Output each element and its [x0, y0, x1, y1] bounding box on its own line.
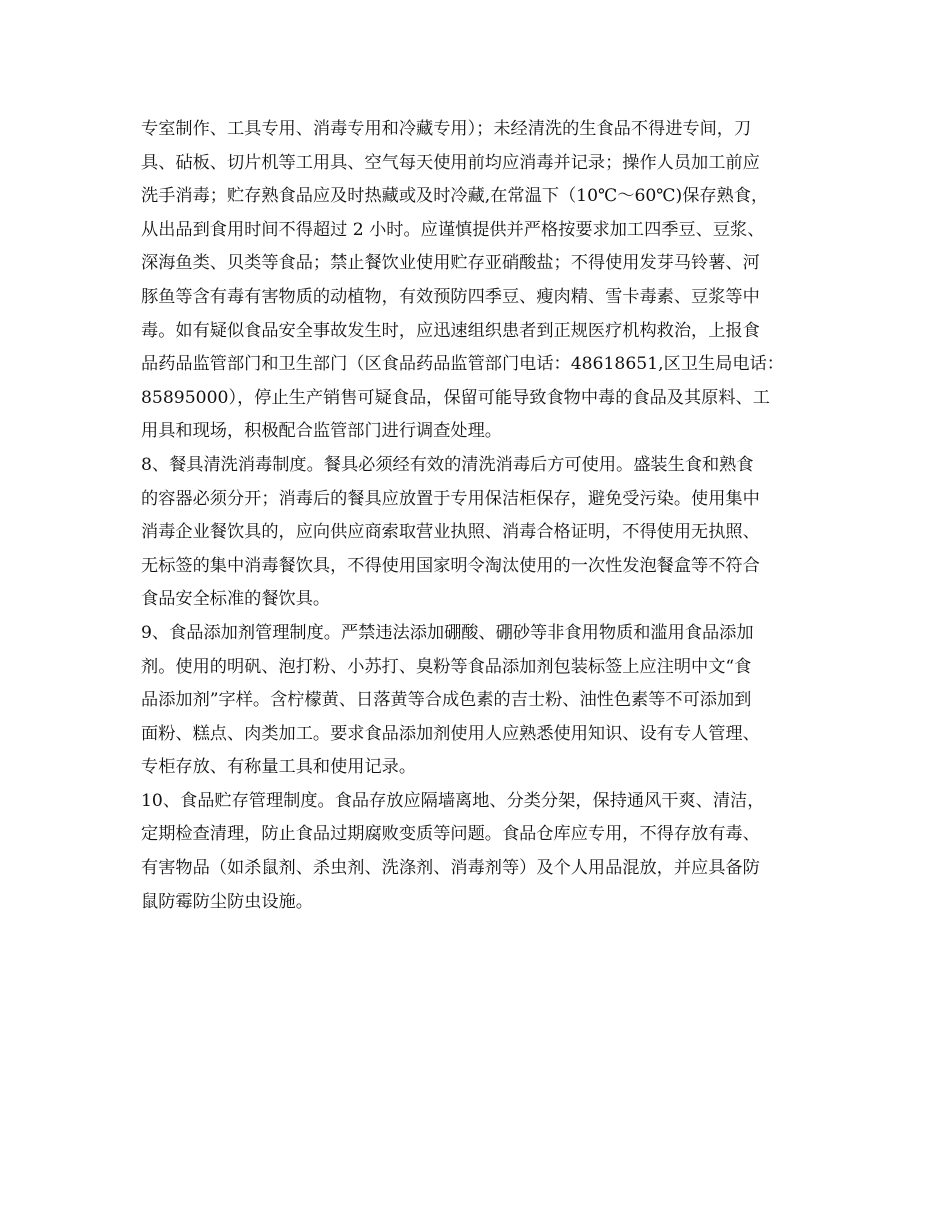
text-line: 从出品到食用时间不得超过 2 小时。应谨慎提供并严格按要求加工四季豆、豆浆、 — [141, 219, 765, 240]
text-line: 专室制作、工具专用、消毒专用和冷藏专用）；未经清洗的生食品不得进专间，刀 — [141, 119, 752, 139]
text-line: 豚鱼等含有毒有害物质的动植物，有效预防四季豆、瘦肉精、雪卡毒素、豆浆等中 — [141, 286, 760, 307]
text-line: 毒。如有疑似食品安全事故发生时，应迅速组织患者到正规医疗机构救治，上报食 — [141, 320, 760, 341]
text-line: 消毒企业餐饮具的，应向供应商索取营业执照、消毒合格证明，不得使用无执照、 — [141, 522, 760, 543]
text-line: 无标签的集中消毒餐饮具，不得使用国家明令淘汰使用的一次性发泡餐盒等不符合 — [141, 555, 760, 576]
text-line: 定期检查清理，防止食品过期腐败变质等问题。食品仓库应专用，不得存放有毒、 — [141, 824, 760, 845]
text-line: 的容器必须分开；消毒后的餐具应放置于专用保洁柜保存，避免受污染。使用集中 — [141, 488, 760, 509]
text-line: 深海鱼类、贝类等食品；禁止餐饮业使用贮存亚硝酸盐；不得使用发芽马铃薯、河 — [141, 253, 760, 274]
text-line: 剂。使用的明矾、泡打粉、小苏打、臭粉等食品添加剂包装标签上应注明中文“食 — [141, 656, 752, 677]
text-line: 专柜存放、有称量工具和使用记录。 — [141, 757, 417, 778]
section-10-heading-line: 10、食品贮存管理制度。食品存放应隔墙离地、分类分架，保持通风干爽、清洁， — [141, 790, 765, 811]
section-9-heading-line: 9、食品添加剂管理制度。严禁违法添加硼酸、硼砂等非食用物质和滥用食品添加 — [141, 622, 754, 643]
text-line: 用具和现场，积极配合监管部门进行调查处理。 — [141, 421, 502, 442]
text-line: 食品安全标准的餐饮具。 — [141, 589, 331, 610]
text-line: 具、砧板、切片机等工用具、空气每天使用前均应消毒并记录；操作人员加工前应 — [141, 152, 760, 173]
text-line: 洗手消毒；贮存熟食品应及时热藏或及时冷藏,在常温下（10℃～60℃)保存熟食， — [141, 186, 769, 207]
document-body — [141, 113, 817, 919]
text-line: 85895000），停止生产销售可疑食品，保留可能导致食物中毒的食品及其原料、工 — [141, 387, 770, 408]
text-line: 面粉、糕点、肉类加工。要求食品添加剂使用人应熟悉使用知识、设有专人管理、 — [141, 723, 760, 744]
text-line: 品药品监管部门和卫生部门（区食品药品监管部门电话：48618651,区卫生局电话： — [141, 354, 784, 375]
text-line: 鼠防霉防尘防虫设施。 — [141, 891, 313, 912]
text-line: 品添加剂”字样。含柠檬黄、日落黄等合成色素的吉士粉、油性色素等不可添加到 — [141, 690, 752, 711]
section-8-heading-line: 8、餐具清洗消毒制度。餐具必须经有效的清洗消毒后方可使用。盛装生食和熟食 — [141, 454, 754, 475]
text-line: 有害物品（如杀鼠剂、杀虫剂、洗涤剂、消毒剂等）及个人用品混放，并应具备防 — [141, 858, 760, 879]
